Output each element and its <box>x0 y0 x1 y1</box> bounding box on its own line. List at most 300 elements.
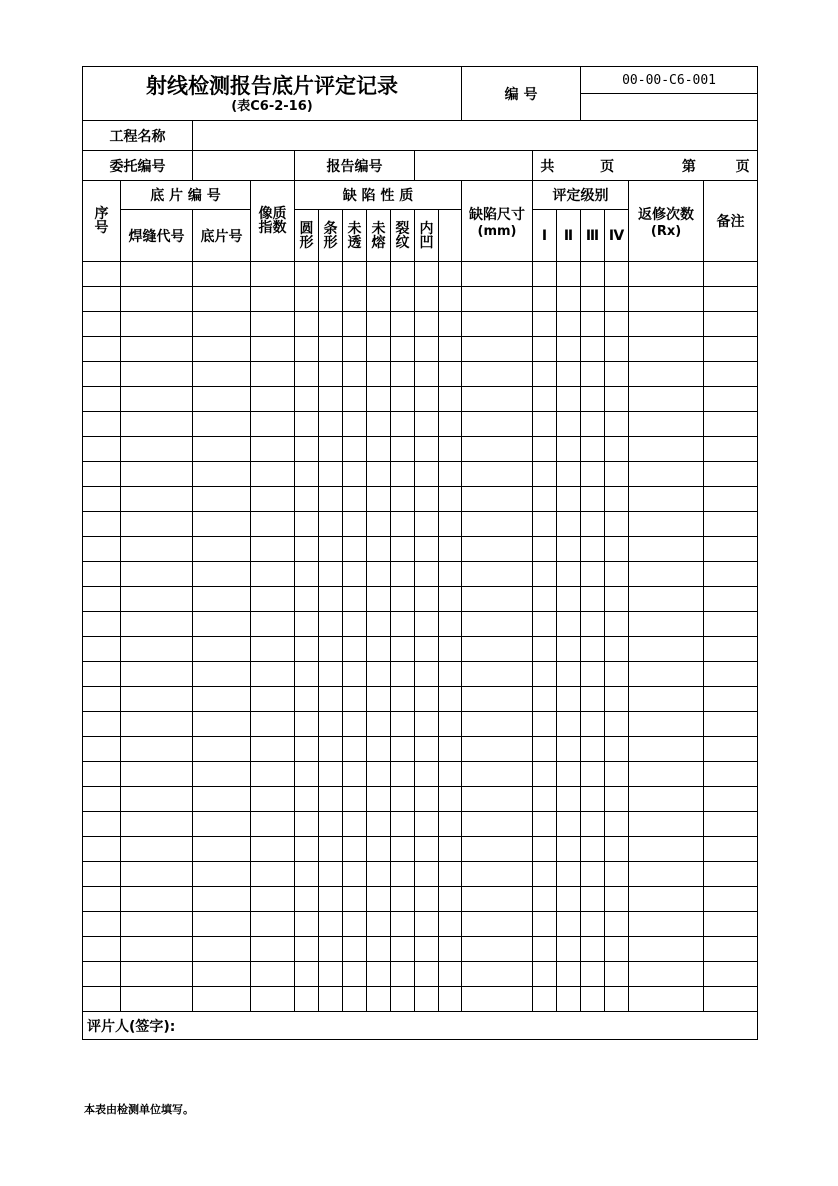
table-cell[interactable] <box>605 862 629 887</box>
table-cell[interactable] <box>462 987 533 1012</box>
table-cell[interactable] <box>557 937 581 962</box>
table-cell[interactable] <box>83 612 121 637</box>
table-cell[interactable] <box>121 937 193 962</box>
table-cell[interactable] <box>533 987 557 1012</box>
table-cell[interactable] <box>415 362 439 387</box>
table-cell[interactable] <box>295 337 319 362</box>
table-cell[interactable] <box>533 937 557 962</box>
table-cell[interactable] <box>581 687 605 712</box>
table-cell[interactable] <box>415 812 439 837</box>
table-cell[interactable] <box>367 712 391 737</box>
table-cell[interactable] <box>295 612 319 637</box>
table-cell[interactable] <box>83 412 121 437</box>
table-cell[interactable] <box>439 562 462 587</box>
table-cell[interactable] <box>193 837 251 862</box>
table-cell[interactable] <box>533 487 557 512</box>
table-cell[interactable] <box>605 437 629 462</box>
table-cell[interactable] <box>557 662 581 687</box>
table-cell[interactable] <box>439 662 462 687</box>
table-cell[interactable] <box>557 987 581 1012</box>
table-cell[interactable] <box>415 737 439 762</box>
table-cell[interactable] <box>439 712 462 737</box>
table-cell[interactable] <box>533 312 557 337</box>
table-cell[interactable] <box>629 437 704 462</box>
table-cell[interactable] <box>367 687 391 712</box>
table-cell[interactable] <box>343 987 367 1012</box>
table-cell[interactable] <box>439 262 462 287</box>
table-cell[interactable] <box>193 337 251 362</box>
table-cell[interactable] <box>581 862 605 887</box>
table-cell[interactable] <box>295 512 319 537</box>
table-cell[interactable] <box>295 862 319 887</box>
table-cell[interactable] <box>605 687 629 712</box>
table-cell[interactable] <box>533 737 557 762</box>
table-cell[interactable] <box>629 762 704 787</box>
table-cell[interactable] <box>343 587 367 612</box>
table-cell[interactable] <box>415 662 439 687</box>
table-cell[interactable] <box>462 662 533 687</box>
table-cell[interactable] <box>367 887 391 912</box>
table-cell[interactable] <box>319 337 343 362</box>
table-cell[interactable] <box>121 587 193 612</box>
table-cell[interactable] <box>367 737 391 762</box>
table-cell[interactable] <box>439 962 462 987</box>
table-cell[interactable] <box>391 287 415 312</box>
table-cell[interactable] <box>343 662 367 687</box>
table-cell[interactable] <box>439 287 462 312</box>
table-cell[interactable] <box>462 787 533 812</box>
table-cell[interactable] <box>462 587 533 612</box>
table-cell[interactable] <box>251 837 295 862</box>
table-cell[interactable] <box>462 812 533 837</box>
table-cell[interactable] <box>533 462 557 487</box>
table-cell[interactable] <box>629 787 704 812</box>
table-cell[interactable] <box>83 587 121 612</box>
table-cell[interactable] <box>193 787 251 812</box>
table-cell[interactable] <box>629 937 704 962</box>
table-cell[interactable] <box>343 937 367 962</box>
table-cell[interactable] <box>121 362 193 387</box>
table-cell[interactable] <box>557 837 581 862</box>
table-cell[interactable] <box>295 812 319 837</box>
table-cell[interactable] <box>391 837 415 862</box>
table-cell[interactable] <box>629 412 704 437</box>
table-cell[interactable] <box>415 387 439 412</box>
table-cell[interactable] <box>391 762 415 787</box>
table-cell[interactable] <box>533 812 557 837</box>
table-cell[interactable] <box>415 537 439 562</box>
table-cell[interactable] <box>629 512 704 537</box>
table-cell[interactable] <box>295 362 319 387</box>
table-cell[interactable] <box>557 437 581 462</box>
table-cell[interactable] <box>533 762 557 787</box>
table-cell[interactable] <box>533 537 557 562</box>
table-cell[interactable] <box>415 962 439 987</box>
table-cell[interactable] <box>533 687 557 712</box>
table-cell[interactable] <box>415 287 439 312</box>
table-cell[interactable] <box>462 387 533 412</box>
table-cell[interactable] <box>581 262 605 287</box>
table-cell[interactable] <box>121 462 193 487</box>
table-cell[interactable] <box>391 687 415 712</box>
table-cell[interactable] <box>581 412 605 437</box>
table-cell[interactable] <box>557 362 581 387</box>
table-cell[interactable] <box>251 887 295 912</box>
table-cell[interactable] <box>391 262 415 287</box>
table-cell[interactable] <box>121 562 193 587</box>
table-cell[interactable] <box>581 637 605 662</box>
table-cell[interactable] <box>533 362 557 387</box>
table-cell[interactable] <box>533 637 557 662</box>
table-cell[interactable] <box>581 887 605 912</box>
table-cell[interactable] <box>704 412 758 437</box>
table-cell[interactable] <box>319 562 343 587</box>
table-cell[interactable] <box>391 462 415 487</box>
table-cell[interactable] <box>343 712 367 737</box>
table-cell[interactable] <box>557 537 581 562</box>
table-cell[interactable] <box>83 912 121 937</box>
table-cell[interactable] <box>605 712 629 737</box>
table-cell[interactable] <box>391 712 415 737</box>
table-cell[interactable] <box>629 387 704 412</box>
table-cell[interactable] <box>83 812 121 837</box>
table-cell[interactable] <box>391 612 415 637</box>
table-cell[interactable] <box>557 262 581 287</box>
table-cell[interactable] <box>629 612 704 637</box>
table-cell[interactable] <box>83 737 121 762</box>
table-cell[interactable] <box>581 512 605 537</box>
table-cell[interactable] <box>439 987 462 1012</box>
table-cell[interactable] <box>391 537 415 562</box>
table-cell[interactable] <box>251 587 295 612</box>
table-cell[interactable] <box>557 512 581 537</box>
table-cell[interactable] <box>193 812 251 837</box>
table-cell[interactable] <box>533 512 557 537</box>
table-cell[interactable] <box>319 462 343 487</box>
table-cell[interactable] <box>295 637 319 662</box>
table-cell[interactable] <box>251 762 295 787</box>
table-cell[interactable] <box>251 862 295 887</box>
table-cell[interactable] <box>605 837 629 862</box>
table-cell[interactable] <box>343 262 367 287</box>
table-cell[interactable] <box>251 962 295 987</box>
table-cell[interactable] <box>439 862 462 887</box>
table-cell[interactable] <box>251 912 295 937</box>
table-cell[interactable] <box>391 937 415 962</box>
table-cell[interactable] <box>439 587 462 612</box>
table-cell[interactable] <box>704 612 758 637</box>
table-cell[interactable] <box>605 612 629 637</box>
table-cell[interactable] <box>581 337 605 362</box>
table-cell[interactable] <box>391 387 415 412</box>
table-cell[interactable] <box>557 562 581 587</box>
table-cell[interactable] <box>193 312 251 337</box>
table-cell[interactable] <box>367 462 391 487</box>
table-cell[interactable] <box>343 337 367 362</box>
table-cell[interactable] <box>391 912 415 937</box>
table-cell[interactable] <box>193 287 251 312</box>
table-cell[interactable] <box>629 962 704 987</box>
table-cell[interactable] <box>251 612 295 637</box>
table-cell[interactable] <box>581 387 605 412</box>
table-cell[interactable] <box>295 587 319 612</box>
table-cell[interactable] <box>83 537 121 562</box>
table-cell[interactable] <box>343 912 367 937</box>
table-cell[interactable] <box>295 887 319 912</box>
table-cell[interactable] <box>295 562 319 587</box>
table-cell[interactable] <box>319 662 343 687</box>
table-cell[interactable] <box>439 387 462 412</box>
table-cell[interactable] <box>533 787 557 812</box>
table-cell[interactable] <box>415 612 439 637</box>
table-cell[interactable] <box>533 587 557 612</box>
table-cell[interactable] <box>391 487 415 512</box>
table-cell[interactable] <box>533 262 557 287</box>
table-cell[interactable] <box>367 562 391 587</box>
table-cell[interactable] <box>193 637 251 662</box>
table-cell[interactable] <box>462 437 533 462</box>
table-cell[interactable] <box>439 887 462 912</box>
table-cell[interactable] <box>319 587 343 612</box>
table-cell[interactable] <box>629 337 704 362</box>
table-cell[interactable] <box>629 312 704 337</box>
table-cell[interactable] <box>415 587 439 612</box>
table-cell[interactable] <box>629 812 704 837</box>
table-cell[interactable] <box>367 312 391 337</box>
table-cell[interactable] <box>193 587 251 612</box>
table-cell[interactable] <box>629 637 704 662</box>
table-cell[interactable] <box>462 962 533 987</box>
table-cell[interactable] <box>462 462 533 487</box>
table-cell[interactable] <box>462 312 533 337</box>
table-cell[interactable] <box>462 862 533 887</box>
table-cell[interactable] <box>415 462 439 487</box>
table-cell[interactable] <box>319 887 343 912</box>
table-cell[interactable] <box>415 487 439 512</box>
table-cell[interactable] <box>629 862 704 887</box>
table-cell[interactable] <box>319 812 343 837</box>
table-cell[interactable] <box>319 762 343 787</box>
table-cell[interactable] <box>251 712 295 737</box>
table-cell[interactable] <box>629 687 704 712</box>
table-cell[interactable] <box>367 587 391 612</box>
table-cell[interactable] <box>343 562 367 587</box>
table-cell[interactable] <box>193 712 251 737</box>
table-cell[interactable] <box>704 337 758 362</box>
table-cell[interactable] <box>83 362 121 387</box>
table-cell[interactable] <box>439 812 462 837</box>
table-cell[interactable] <box>605 637 629 662</box>
table-cell[interactable] <box>343 487 367 512</box>
table-cell[interactable] <box>251 662 295 687</box>
table-cell[interactable] <box>605 987 629 1012</box>
table-cell[interactable] <box>704 937 758 962</box>
table-cell[interactable] <box>83 762 121 787</box>
table-cell[interactable] <box>343 612 367 637</box>
table-cell[interactable] <box>121 987 193 1012</box>
table-cell[interactable] <box>533 387 557 412</box>
table-cell[interactable] <box>439 437 462 462</box>
table-cell[interactable] <box>439 912 462 937</box>
table-cell[interactable] <box>295 312 319 337</box>
table-cell[interactable] <box>343 887 367 912</box>
table-cell[interactable] <box>415 912 439 937</box>
table-cell[interactable] <box>121 487 193 512</box>
table-cell[interactable] <box>343 412 367 437</box>
table-cell[interactable] <box>121 737 193 762</box>
table-cell[interactable] <box>193 412 251 437</box>
table-cell[interactable] <box>83 887 121 912</box>
table-cell[interactable] <box>193 362 251 387</box>
table-cell[interactable] <box>367 962 391 987</box>
table-cell[interactable] <box>83 337 121 362</box>
table-cell[interactable] <box>251 387 295 412</box>
evaluator-signature-field[interactable]: 评片人(签字): <box>83 1012 758 1040</box>
table-cell[interactable] <box>121 537 193 562</box>
table-cell[interactable] <box>462 362 533 387</box>
table-cell[interactable] <box>391 337 415 362</box>
table-cell[interactable] <box>629 662 704 687</box>
table-cell[interactable] <box>193 537 251 562</box>
table-cell[interactable] <box>415 512 439 537</box>
table-cell[interactable] <box>605 787 629 812</box>
table-cell[interactable] <box>121 512 193 537</box>
table-cell[interactable] <box>83 987 121 1012</box>
table-cell[interactable] <box>319 787 343 812</box>
table-cell[interactable] <box>557 737 581 762</box>
table-cell[interactable] <box>462 612 533 637</box>
table-cell[interactable] <box>343 687 367 712</box>
table-cell[interactable] <box>319 837 343 862</box>
table-cell[interactable] <box>251 487 295 512</box>
table-cell[interactable] <box>121 762 193 787</box>
table-cell[interactable] <box>605 512 629 537</box>
table-cell[interactable] <box>295 662 319 687</box>
table-cell[interactable] <box>295 687 319 712</box>
table-cell[interactable] <box>462 562 533 587</box>
table-cell[interactable] <box>343 812 367 837</box>
table-cell[interactable] <box>704 912 758 937</box>
table-cell[interactable] <box>557 962 581 987</box>
table-cell[interactable] <box>581 662 605 687</box>
table-cell[interactable] <box>557 812 581 837</box>
table-cell[interactable] <box>581 987 605 1012</box>
table-cell[interactable] <box>193 387 251 412</box>
table-cell[interactable] <box>83 262 121 287</box>
table-cell[interactable] <box>629 837 704 862</box>
table-cell[interactable] <box>704 437 758 462</box>
table-cell[interactable] <box>704 287 758 312</box>
table-cell[interactable] <box>391 437 415 462</box>
table-cell[interactable] <box>439 512 462 537</box>
table-cell[interactable] <box>295 487 319 512</box>
table-cell[interactable] <box>629 587 704 612</box>
table-cell[interactable] <box>83 662 121 687</box>
table-cell[interactable] <box>533 412 557 437</box>
table-cell[interactable] <box>605 412 629 437</box>
table-cell[interactable] <box>704 987 758 1012</box>
table-cell[interactable] <box>121 687 193 712</box>
table-cell[interactable] <box>415 887 439 912</box>
table-cell[interactable] <box>391 587 415 612</box>
table-cell[interactable] <box>605 337 629 362</box>
table-cell[interactable] <box>462 887 533 912</box>
table-cell[interactable] <box>439 762 462 787</box>
table-cell[interactable] <box>439 737 462 762</box>
table-cell[interactable] <box>121 712 193 737</box>
table-cell[interactable] <box>319 687 343 712</box>
table-cell[interactable] <box>83 312 121 337</box>
table-cell[interactable] <box>83 287 121 312</box>
table-cell[interactable] <box>343 537 367 562</box>
table-cell[interactable] <box>605 762 629 787</box>
table-cell[interactable] <box>367 762 391 787</box>
table-cell[interactable] <box>391 812 415 837</box>
table-cell[interactable] <box>462 712 533 737</box>
table-cell[interactable] <box>319 962 343 987</box>
table-cell[interactable] <box>557 887 581 912</box>
table-cell[interactable] <box>629 262 704 287</box>
table-cell[interactable] <box>367 812 391 837</box>
table-cell[interactable] <box>581 562 605 587</box>
table-cell[interactable] <box>704 862 758 887</box>
table-cell[interactable] <box>704 637 758 662</box>
table-cell[interactable] <box>605 912 629 937</box>
table-cell[interactable] <box>319 537 343 562</box>
table-cell[interactable] <box>343 762 367 787</box>
table-cell[interactable] <box>557 387 581 412</box>
table-cell[interactable] <box>439 787 462 812</box>
table-cell[interactable] <box>343 362 367 387</box>
table-cell[interactable] <box>251 287 295 312</box>
table-cell[interactable] <box>367 362 391 387</box>
table-cell[interactable] <box>343 512 367 537</box>
table-cell[interactable] <box>533 862 557 887</box>
table-cell[interactable] <box>704 462 758 487</box>
table-cell[interactable] <box>343 462 367 487</box>
table-cell[interactable] <box>533 337 557 362</box>
table-cell[interactable] <box>193 937 251 962</box>
table-cell[interactable] <box>251 787 295 812</box>
table-cell[interactable] <box>605 887 629 912</box>
table-cell[interactable] <box>605 387 629 412</box>
table-cell[interactable] <box>629 887 704 912</box>
table-cell[interactable] <box>251 312 295 337</box>
table-cell[interactable] <box>415 687 439 712</box>
table-cell[interactable] <box>415 337 439 362</box>
table-cell[interactable] <box>319 287 343 312</box>
table-cell[interactable] <box>605 262 629 287</box>
table-cell[interactable] <box>439 412 462 437</box>
table-cell[interactable] <box>415 562 439 587</box>
table-cell[interactable] <box>533 287 557 312</box>
table-cell[interactable] <box>83 787 121 812</box>
table-cell[interactable] <box>533 562 557 587</box>
table-cell[interactable] <box>581 762 605 787</box>
table-cell[interactable] <box>704 962 758 987</box>
table-cell[interactable] <box>319 387 343 412</box>
table-cell[interactable] <box>439 487 462 512</box>
table-cell[interactable] <box>704 587 758 612</box>
table-cell[interactable] <box>439 337 462 362</box>
table-cell[interactable] <box>581 287 605 312</box>
table-cell[interactable] <box>391 562 415 587</box>
table-cell[interactable] <box>83 862 121 887</box>
table-cell[interactable] <box>391 412 415 437</box>
table-cell[interactable] <box>415 837 439 862</box>
table-cell[interactable] <box>121 662 193 687</box>
table-cell[interactable] <box>415 412 439 437</box>
